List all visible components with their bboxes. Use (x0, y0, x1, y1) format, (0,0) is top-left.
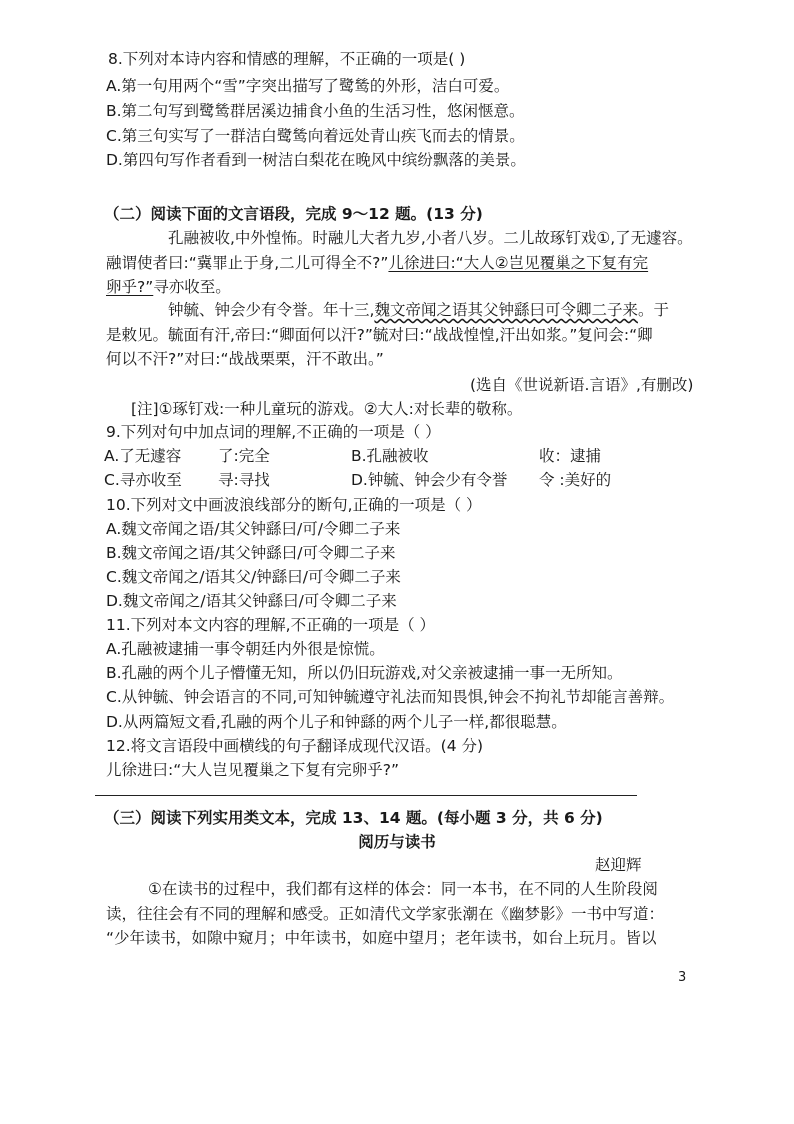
q10-option-b: B.魏文帝闻之语/其父钟繇曰/可令卿二子来 (106, 544, 396, 562)
q8-option-b: B.第二句写到鹭鸶群居溪边捕食小鱼的生活习性，悠闲惬意。 (106, 102, 525, 120)
q9-d-gloss: 令 :美好的 (539, 471, 612, 489)
article-line3: “少年读书，如隙中窥月；中年读书，如庭中望月；老年读书，如台上玩月。皆以 (106, 929, 657, 947)
q9-option-c: C.寻亦收至 (104, 471, 182, 489)
q11-option-c: C.从钟毓、钟会语言的不同,可知钟毓遵守礼法而知畏惧,钟会不拘礼节却能言善辩。 (106, 688, 675, 706)
passage1-line1: 孔融被收,中外惶怖。时融儿大者九岁,小者八岁。二儿故琢钉戏①,了无遽容。 (168, 229, 693, 247)
wavy-underlined-sentence: 魏文帝闻之语其父钟繇曰可令卿二子来 (374, 301, 638, 319)
passage1-line2-a: 融谓使者曰:“冀罪止于身,二儿可得全不?” (106, 254, 389, 272)
q11-option-a: A.孔融被逮捕一事令朝廷内外很是惊慌。 (106, 640, 385, 658)
q10-option-a: A.魏文帝闻之语/其父钟繇曰/可/令卿二子来 (106, 520, 401, 538)
passage2-line1 (168, 298, 669, 322)
q9-option-a (104, 444, 181, 468)
q10-option-c: C.魏文帝闻之/语其父/钟繇曰/可令卿二子来 (106, 568, 401, 586)
article-title: 阅历与读书 (358, 833, 436, 851)
q9-option-b: B.孔融被收 (351, 447, 429, 465)
underlined-sentence-part2: 卵乎?” (106, 278, 154, 296)
q8-stem: 8.下列对本诗内容和情感的理解，不正确的一项是( ) (108, 50, 466, 68)
passage2-line1-c: 。于 (637, 301, 669, 319)
q9-c-gloss: 寻:寻找 (218, 471, 270, 489)
q12-stem: 12.将文言语段中画横线的句子翻译成现代汉语。(4 分) (106, 737, 484, 755)
passage2-line1-a: 钟毓、钟会少有令誉。年十三, (168, 301, 375, 319)
section2-heading: （二）阅读下面的文言语段，完成 9～12 题。(13 分) (104, 205, 483, 223)
passage1-line3 (106, 275, 231, 299)
underlined-sentence-part1: 儿徐进曰:“大人②岂见覆巢之下复有完 (388, 254, 649, 272)
q11-option-d: D.从两篇短文看,孔融的两个儿子和钟繇的两个儿子一样,都很聪慧。 (106, 713, 567, 731)
section3-heading: （三）阅读下列实用类文本，完成 13、14 题。(每小题 3 分，共 6 分) (104, 809, 603, 827)
q9-a-gloss: 了:完全 (218, 447, 270, 465)
q10-stem: 10.下列对文中画波浪线部分的断句,正确的一项是（ ） (106, 496, 482, 514)
q11-option-b: B.孔融的两个儿子懵懂无知，所以仍旧玩游戏,对父亲被逮捕一事一无所知。 (106, 664, 623, 682)
article-author: 赵迎辉 (595, 856, 642, 874)
passage2-line3: 何以不汗?”对曰:“战战栗栗，汗不敢出。” (106, 350, 384, 368)
q9-option-d: D.钟毓、钟会少有令誉 (351, 471, 508, 489)
q8-option-d: D.第四句写作者看到一树洁白梨花在晚风中缤纷飘落的美景。 (106, 151, 526, 169)
passage-source: (选自《世说新语.言语》,有删改) (470, 376, 694, 394)
answer-line (95, 795, 637, 796)
passage2-line2: 是敕见。毓面有汗,帝曰:“卿面何以汗?”毓对曰:“战战惶惶,汗出如浆。”复问会:“卿 (106, 326, 653, 344)
q9-b-gloss: 收：逮捕 (539, 447, 602, 465)
q9-stem: 9.下列对句中加点词的理解,不正确的一项是（ ） (106, 423, 441, 441)
q12-sentence: 儿徐进曰:“大人岂见覆巢之下复有完卵乎?” (106, 761, 400, 779)
page-number: 3 (678, 970, 687, 985)
passage1-line3-b: 寻亦收至。 (153, 278, 231, 296)
q9-a-text: A.了无遽容 (104, 447, 182, 465)
passage1-line2 (106, 251, 648, 275)
q11-stem: 11.下列对本文内容的理解,不正确的一项是（ ） (106, 616, 436, 634)
q10-option-d: D.魏文帝闻之/语其父钟繇曰/可令卿二子来 (106, 592, 397, 610)
q8-option-a: A.第一句用两个“雪”字突出描写了鹭鸶的外形，洁白可爱。 (106, 77, 510, 95)
passage-note: [注]①琢钉戏:一种儿童玩的游戏。②大人:对长辈的敬称。 (131, 400, 523, 418)
article-line1: ①在读书的过程中，我们都有这样的体会：同一本书，在不同的人生阶段阅 (148, 880, 658, 898)
q8-option-c: C.第三句实写了一群洁白鹭鸶向着远处青山疾飞而去的情景。 (106, 127, 525, 145)
article-line2: 读，往往会有不同的理解和感受。正如清代文学家张潮在《幽梦影》一书中写道： (106, 905, 665, 923)
